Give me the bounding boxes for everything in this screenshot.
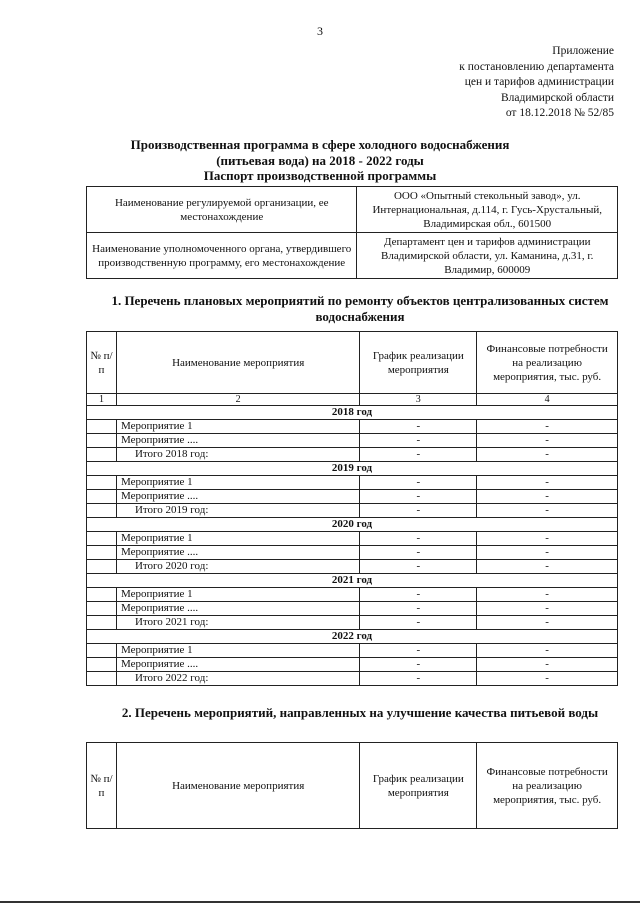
measure-name: Мероприятие 1: [116, 420, 359, 434]
table-row: [87, 476, 618, 490]
table-row: [87, 532, 618, 546]
page-number: 3: [317, 24, 323, 38]
passport-value: Департамент цен и тарифов администрации Владимирской области, ул. Каманина, д.31, г. Владимир, 600009: [357, 233, 618, 279]
section-2-title: 2. Перечень мероприятий, направленных на улучшение качества питьевой воды: [121, 705, 599, 720]
measure-name: Мероприятие 1: [116, 588, 359, 602]
measure-name: Мероприятие ....: [116, 546, 359, 560]
schedule-cell: -: [360, 448, 477, 462]
page-edge-line: [0, 901, 640, 903]
finance-cell: -: [477, 560, 618, 574]
finance-cell: -: [477, 532, 618, 546]
column-number: 1: [87, 394, 117, 406]
column-number-row: [87, 394, 618, 406]
measure-name: Мероприятие ....: [116, 434, 359, 448]
table-row: [87, 546, 618, 560]
schedule-cell: -: [360, 504, 477, 518]
year-block-2018: [87, 406, 618, 462]
appendix-block: [459, 44, 614, 122]
schedule-cell: -: [360, 672, 477, 686]
finance-cell: -: [477, 448, 618, 462]
header-finance: Финансовые потребности на реализацию мероприятия, тыс. руб.: [477, 743, 618, 829]
header-name: Наименование мероприятия: [116, 332, 359, 394]
column-number: 3: [360, 394, 477, 406]
measure-name: Мероприятие 1: [116, 476, 359, 490]
header-num: № п/п: [87, 743, 117, 829]
finance-cell: -: [477, 546, 618, 560]
schedule-cell: -: [360, 546, 477, 560]
passport-value: ООО «Опытный стекольный завод», ул. Интернациональная, д.114, г. Гусь-Хрустальный, Владимирская обл., 601500: [357, 187, 618, 233]
header-num: № п/п: [87, 332, 117, 394]
finance-cell: -: [477, 490, 618, 504]
schedule-cell: -: [360, 434, 477, 448]
finance-cell: -: [477, 644, 618, 658]
schedule-cell: -: [360, 588, 477, 602]
total-label: Итого 2022 год:: [116, 672, 359, 686]
total-row: [87, 672, 618, 686]
finance-cell: -: [477, 602, 618, 616]
table-header-row: [87, 743, 618, 829]
table-row: [87, 588, 618, 602]
document-title: [0, 137, 640, 184]
header-finance: Финансовые потребности на реализацию мероприятия, тыс. руб.: [477, 332, 618, 394]
measure-name: Мероприятие ....: [116, 658, 359, 672]
schedule-cell: -: [360, 602, 477, 616]
finance-cell: -: [477, 672, 618, 686]
total-label: Итого 2021 год:: [116, 616, 359, 630]
finance-cell: -: [477, 658, 618, 672]
finance-cell: -: [477, 420, 618, 434]
table-row: [87, 434, 618, 448]
schedule-cell: -: [360, 644, 477, 658]
finance-cell: -: [477, 476, 618, 490]
appendix-line: Владимирской области: [500, 91, 614, 104]
measure-name: Мероприятие ....: [116, 490, 359, 504]
year-heading: 2018 год: [87, 406, 618, 420]
schedule-cell: -: [360, 476, 477, 490]
total-row: [87, 504, 618, 518]
total-row: [87, 560, 618, 574]
year-block-2020: [87, 518, 618, 574]
total-label: Итого 2018 год:: [116, 448, 359, 462]
table-row: [87, 658, 618, 672]
passport-label: Наименование уполномоченного органа, утвердившего производственную программу, его местонахождение: [87, 233, 357, 279]
year-block-2022: [87, 630, 618, 686]
section-1-title: 1. Перечень плановых мероприятий по ремонту объектов централизованных систем водоснабжения: [111, 293, 609, 324]
schedule-cell: -: [360, 420, 477, 434]
measure-name: Мероприятие 1: [116, 644, 359, 658]
appendix-line: Приложение: [552, 45, 614, 57]
header-schedule: График реализации мероприятия: [360, 332, 477, 394]
appendix-line: к постановлению департамента: [459, 60, 614, 73]
column-number: 2: [116, 394, 359, 406]
finance-cell: -: [477, 616, 618, 630]
finance-cell: -: [477, 504, 618, 518]
year-block-2021: [87, 574, 618, 630]
passport-row: [87, 187, 618, 233]
title-line-1: Производственная программа в сфере холодного водоснабжения: [130, 137, 510, 152]
total-label: Итого 2020 год:: [116, 560, 359, 574]
header-name: Наименование мероприятия: [116, 743, 359, 829]
passport-row: [87, 233, 618, 279]
header-schedule: График реализации мероприятия: [360, 743, 477, 829]
schedule-cell: -: [360, 658, 477, 672]
passport-label: Наименование регулируемой организации, ее местонахождение: [87, 187, 357, 233]
table-row: [87, 490, 618, 504]
appendix-line: цен и тарифов администрации: [464, 76, 614, 88]
total-row: [87, 616, 618, 630]
title-line-3: Паспорт производственной программы: [203, 168, 437, 183]
table-row: [87, 644, 618, 658]
appendix-line: от 18.12.2018 № 52/85: [505, 107, 614, 119]
schedule-cell: -: [360, 560, 477, 574]
title-line-2: (питьевая вода) на 2018 - 2022 годы: [216, 152, 424, 168]
year-heading: 2021 год: [87, 574, 618, 588]
measure-name: Мероприятие 1: [116, 532, 359, 546]
table-header-row: [87, 332, 618, 394]
schedule-cell: -: [360, 616, 477, 630]
total-row: [87, 448, 618, 462]
passport-table: [86, 186, 618, 279]
schedule-cell: -: [360, 532, 477, 546]
total-label: Итого 2019 год:: [116, 504, 359, 518]
schedule-cell: -: [360, 490, 477, 504]
year-heading: 2022 год: [87, 630, 618, 644]
year-heading: 2020 год: [87, 518, 618, 532]
finance-cell: -: [477, 588, 618, 602]
year-heading: 2019 год: [87, 462, 618, 476]
measure-name: Мероприятие ....: [116, 602, 359, 616]
finance-cell: -: [477, 434, 618, 448]
column-number: 4: [477, 394, 618, 406]
table-row: [87, 602, 618, 616]
year-block-2019: [87, 462, 618, 518]
table-row: [87, 420, 618, 434]
water-quality-table: [86, 742, 618, 829]
repair-plan-table: [86, 331, 618, 686]
